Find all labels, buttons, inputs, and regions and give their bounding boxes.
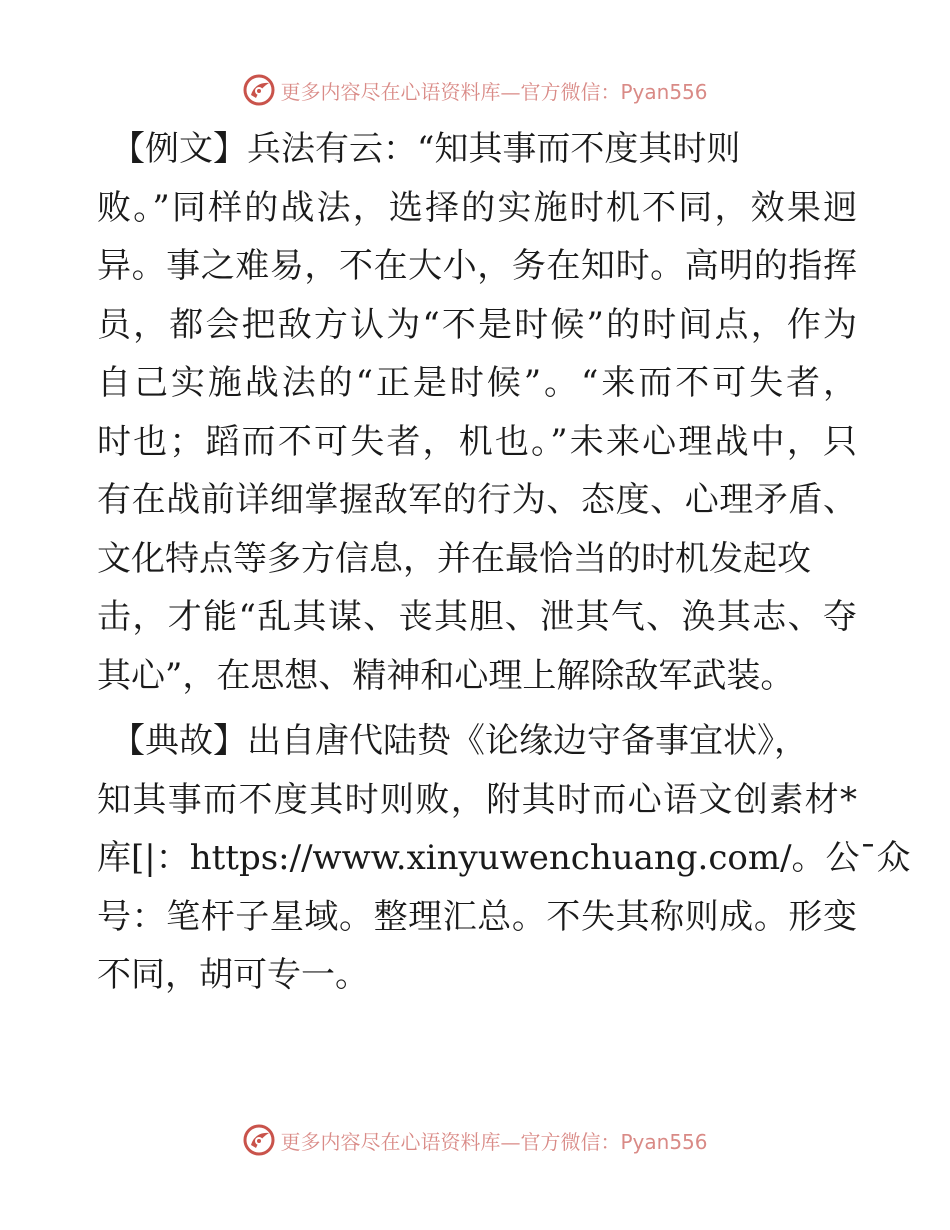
text-line: 【例文】兵法有云：“知其事而不度其时则 — [111, 129, 741, 169]
brand-logo-icon — [242, 1123, 276, 1157]
brand-logo-icon — [242, 73, 276, 107]
text-line: 自己实施战法的“正是时候”。“来而不可失者， — [97, 363, 857, 403]
paragraph-example — [97, 120, 857, 705]
text-line: 时也；蹈而不可失者，机也。”未来心理战中，只 — [97, 421, 857, 462]
footer-banner-text — [280, 1126, 707, 1155]
text-line: 击，才能“乱其谋、丧其胆、泄其气、涣其志、夺 — [97, 597, 857, 637]
text-line: 异。事之难易，不在大小，务在知时。高明的指挥 — [97, 246, 857, 286]
text-line: 库[|：https://www.xinyuwenchuang.com/。公¯众 — [97, 838, 911, 878]
text-line: 号：笔杆子星域。整理汇总。不失其称则成。形变 — [97, 896, 857, 937]
text-line: 败。”同样的战法，选择的实施时机不同，效果迥 — [97, 187, 857, 228]
text-line: 员，都会把敌方认为“不是时候”的时间点，作为 — [97, 304, 857, 345]
paragraph-allusion — [97, 712, 911, 1005]
text-line: 有在战前详细掌握敌军的行为、态度、心理矛盾、 — [97, 480, 857, 520]
footer-banner-label: 更多内容尽在心语资料库—官方微信： — [280, 1129, 621, 1154]
text-line: 文化特点等多方信息，并在最恰当的时机发起攻 — [97, 538, 811, 579]
text-line: 其心”，在思想、精神和心理上解除敌军武装。 — [97, 655, 795, 696]
text-line: 【典故】出自唐代陆贽《论缘边守备事宜状》， — [111, 721, 808, 761]
header-banner — [0, 70, 950, 110]
footer-wechat-id: Pyan556 — [620, 1129, 708, 1154]
text-line: 不同，胡可专一。 — [97, 955, 369, 995]
text-line: 知其事而不度其时则败，附其时而心语文创素材* — [97, 779, 857, 820]
header-banner-text — [280, 76, 707, 105]
header-banner-label: 更多内容尽在心语资料库—官方微信： — [280, 79, 621, 104]
footer-banner — [0, 1120, 950, 1160]
header-wechat-id: Pyan556 — [620, 79, 708, 104]
